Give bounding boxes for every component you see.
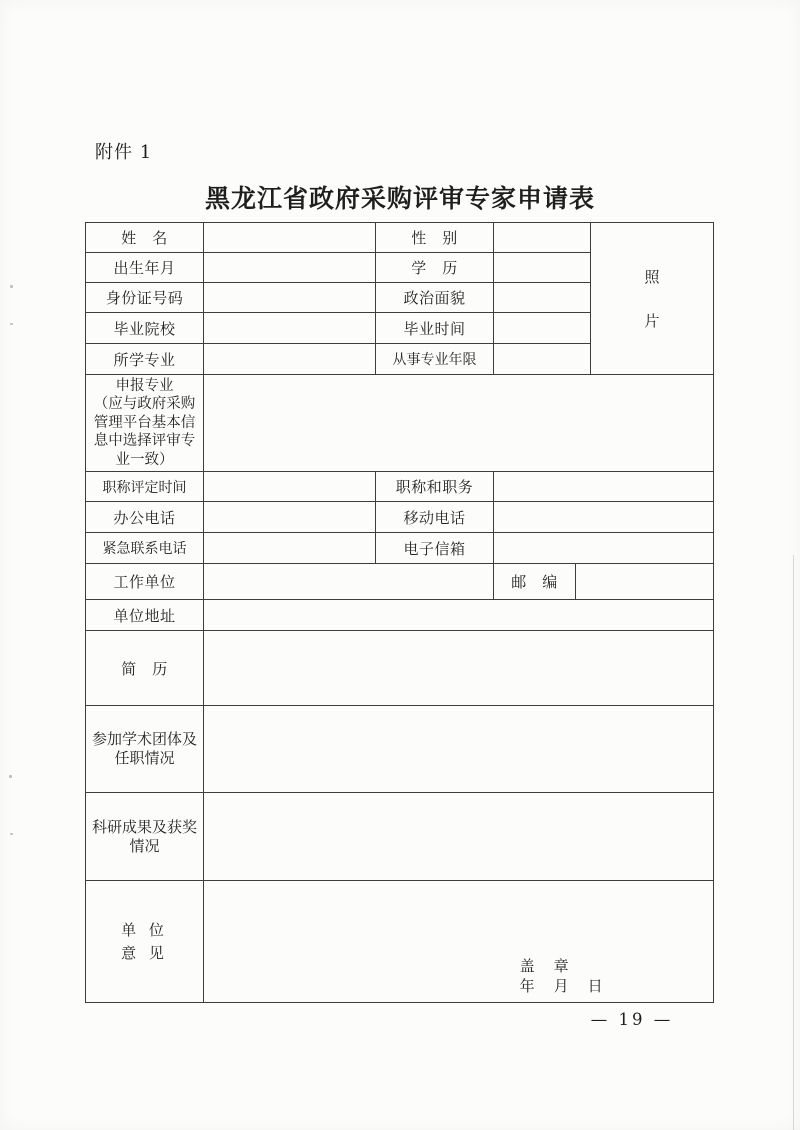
declared-major-value-cell — [204, 375, 714, 472]
declared-major-line5: 业一致） — [115, 451, 174, 468]
photo-label-top: 照 — [644, 267, 660, 286]
research-achievements-label — [86, 793, 204, 881]
years-of-practice-value-cell — [494, 344, 591, 375]
page-number: — 19 — — [590, 1010, 674, 1029]
date-label: 年 月 日 — [519, 977, 605, 995]
photo-label-bottom: 片 — [644, 311, 660, 330]
title-evaluation-time-value-cell — [204, 472, 376, 502]
scan-speck — [10, 323, 13, 325]
unit-opinion-value-cell — [204, 881, 714, 1003]
resume-value-cell — [204, 631, 714, 706]
seal-label: 盖 章 — [519, 957, 571, 975]
birth-date-label: 出生年月 — [86, 253, 204, 283]
name-value-cell — [204, 223, 376, 253]
academic-groups-value-cell — [204, 706, 714, 793]
name-label: 姓 名 — [86, 223, 204, 253]
unit-address-label: 单位地址 — [86, 600, 204, 631]
political-status-label: 政治面貌 — [376, 283, 494, 313]
graduation-time-value-cell — [494, 313, 591, 344]
academic-groups-line2: 任职情况 — [114, 749, 175, 767]
gender-value-cell — [494, 223, 591, 253]
id-number-label: 身份证号码 — [86, 283, 204, 313]
political-status-value-cell — [494, 283, 591, 313]
research-achievements-line2: 情况 — [129, 836, 160, 855]
mobile-phone-value-cell — [494, 502, 714, 533]
graduate-school-value-cell — [204, 313, 376, 344]
birth-date-value-cell — [204, 253, 376, 283]
graduate-school-label: 毕业院校 — [86, 313, 204, 344]
declared-major-line3: 管理平台基本信 — [93, 414, 196, 431]
research-achievements-line1: 科研成果及获奖 — [91, 817, 197, 836]
photo-label-gap — [591, 288, 713, 310]
emergency-phone-value-cell — [204, 533, 376, 564]
declared-major-line2: （应与政府采购 — [93, 396, 196, 413]
graduation-time-label: 毕业时间 — [376, 313, 494, 344]
form-title: 黑龙江省政府采购评审专家申请表 — [204, 184, 595, 213]
seal-block — [520, 956, 713, 1002]
application-form-table — [85, 222, 714, 1003]
title-and-position-label: 职称和职务 — [376, 472, 494, 502]
office-phone-value-cell — [204, 502, 376, 533]
resume-label: 简 历 — [86, 631, 204, 706]
gender-label: 性 别 — [376, 223, 494, 253]
photo-cell — [591, 223, 714, 375]
major-studied-label: 所学专业 — [86, 344, 204, 375]
unit-opinion-line2: 意 见 — [121, 943, 168, 962]
email-label: 电子信箱 — [376, 533, 494, 564]
education-value-cell — [494, 253, 591, 283]
emergency-phone-label: 紧急联系电话 — [86, 533, 204, 564]
postal-code-label: 邮 编 — [494, 564, 576, 600]
declared-major-line1: 申报专业 — [115, 377, 174, 394]
work-unit-label: 工作单位 — [86, 564, 204, 600]
academic-groups-line1: 参加学术团体及 — [91, 730, 197, 748]
education-label: 学 历 — [376, 253, 494, 283]
years-of-practice-label: 从事专业年限 — [376, 344, 494, 375]
unit-opinion-line1: 单 位 — [121, 920, 168, 939]
title-evaluation-time-label: 职称评定时间 — [86, 472, 204, 502]
scan-speck — [10, 833, 13, 835]
declared-major-label — [86, 375, 204, 472]
mobile-phone-label: 移动电话 — [376, 502, 494, 533]
postal-code-value-cell — [576, 564, 714, 600]
scan-speck — [9, 775, 12, 778]
title-and-position-value-cell — [494, 472, 714, 502]
unit-opinion-label — [86, 881, 204, 1003]
work-unit-value-cell — [204, 564, 494, 600]
research-achievements-value-cell — [204, 793, 714, 881]
academic-groups-label — [86, 706, 204, 793]
id-number-value-cell — [204, 283, 376, 313]
declared-major-line4: 息中选择评审专 — [93, 433, 196, 450]
major-studied-value-cell — [204, 344, 376, 375]
email-value-cell — [494, 533, 714, 564]
unit-address-value-cell — [204, 600, 714, 631]
scan-speck — [10, 285, 13, 288]
scan-edge-line — [793, 555, 794, 1130]
attachment-label: 附件 1 — [95, 142, 153, 163]
office-phone-label: 办公电话 — [86, 502, 204, 533]
